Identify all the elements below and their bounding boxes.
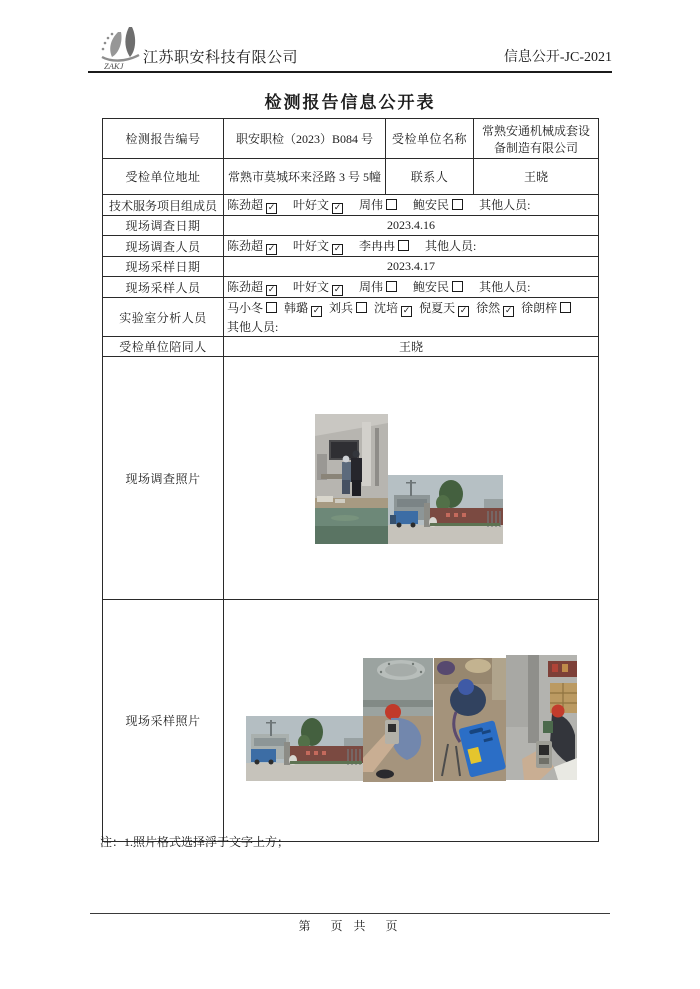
- survey-staff-members: [224, 236, 599, 257]
- staff-member: [413, 198, 463, 212]
- sampling-date-value: 2023.4.17: [224, 257, 599, 277]
- sampling-photo-gas-detector: [363, 658, 433, 782]
- survey-staff-label: 现场调查人员: [103, 236, 224, 257]
- checkbox-unchecked-icon: [398, 240, 409, 251]
- staff-member-name: 鲍安民: [413, 198, 450, 212]
- staff-member-name: 鲍安民: [413, 280, 450, 294]
- staff-member: [227, 301, 277, 315]
- unit-name-label: 受检单位名称: [386, 119, 474, 159]
- survey-photos-label: 现场调查照片: [103, 357, 224, 600]
- staff-member: [293, 280, 343, 294]
- staff-member: [227, 280, 277, 294]
- row-sampling-staff: [103, 277, 599, 298]
- checkbox-unchecked-icon: [386, 281, 397, 292]
- checkbox-unchecked-icon: [452, 281, 463, 292]
- company-logo-icon: [96, 26, 148, 72]
- report-no-label: 检测报告编号: [103, 119, 224, 159]
- report-no-value: 职安职检（2023）B084 号: [224, 119, 386, 159]
- survey-date-value: 2023.4.16: [224, 216, 599, 236]
- sampling-photos-cell: [224, 600, 599, 842]
- lab-staff-label: 实验室分析人员: [103, 298, 224, 337]
- staff-member-name: 叶好文: [293, 239, 330, 253]
- checkbox-checked-icon: ✓: [267, 285, 276, 295]
- doc-code: 信息公开-JC-2021: [503, 50, 612, 65]
- staff-member: [359, 280, 397, 294]
- checkbox-unchecked-icon: [266, 302, 277, 313]
- staff-member-name: 陈劲超: [227, 280, 264, 294]
- page-title: 检测报告信息公开表: [264, 93, 436, 112]
- survey-photos-cell: [224, 357, 599, 600]
- escort-value: 王晓: [224, 337, 599, 357]
- staff-member: [227, 198, 277, 212]
- sampling-staff-members: [224, 277, 599, 298]
- staff-member: [521, 301, 571, 315]
- sampling-photo-workshop-detector: [506, 655, 577, 780]
- staff-member: [374, 301, 412, 315]
- survey-date-label: 现场调查日期: [103, 216, 224, 236]
- staff-member-name: 徐朗梓: [521, 301, 558, 315]
- staff-member-name: 周伟: [359, 198, 384, 212]
- team-others-label: 其他人员:: [479, 198, 531, 212]
- sampling-photos-label: 现场采样照片: [103, 600, 224, 842]
- checkbox-checked-icon: ✓: [267, 203, 276, 213]
- sampling-date-label: 现场采样日期: [103, 257, 224, 277]
- survey-others-label: 其他人员:: [425, 239, 477, 253]
- staff-member-name: 徐然: [476, 301, 501, 315]
- sampling-others-label: 其他人员:: [479, 280, 531, 294]
- company-name: 江苏职安科技有限公司: [143, 50, 299, 66]
- row-survey-photos: [103, 357, 599, 600]
- row-report-no: [103, 119, 599, 159]
- checkbox-unchecked-icon: [386, 199, 397, 210]
- checkbox-checked-icon: ✓: [333, 244, 342, 254]
- row-survey-date: [103, 216, 599, 236]
- address-label: 受检单位地址: [103, 159, 224, 195]
- footer-page-number: 第 页 共 页: [298, 919, 402, 933]
- staff-member: [293, 198, 343, 212]
- checkbox-checked-icon: ✓: [333, 285, 342, 295]
- checkbox-checked-icon: ✓: [267, 244, 276, 254]
- checkbox-checked-icon: ✓: [504, 306, 513, 316]
- escort-label: 受检单位陪同人: [103, 337, 224, 357]
- staff-member: [293, 239, 343, 253]
- checkbox-checked-icon: ✓: [333, 203, 342, 213]
- unit-name-value: 常熟安通机械成套设备制造有限公司: [474, 119, 599, 159]
- sampling-photo-factory-gate: [246, 716, 363, 781]
- staff-member-name: 叶好文: [293, 198, 330, 212]
- checkbox-unchecked-icon: [452, 199, 463, 210]
- staff-member: [284, 301, 322, 315]
- staff-member-name: 周伟: [359, 280, 384, 294]
- checkbox-checked-icon: ✓: [402, 306, 411, 316]
- staff-member-name: 沈培: [374, 301, 399, 315]
- staff-member: [476, 301, 514, 315]
- team-label: 技术服务项目组成员: [103, 195, 224, 216]
- row-escort: [103, 337, 599, 357]
- row-survey-staff: [103, 236, 599, 257]
- checkbox-unchecked-icon: [560, 302, 571, 313]
- staff-member-name: 李冉冉: [359, 239, 396, 253]
- row-sampling-date: [103, 257, 599, 277]
- lab-others-label: 其他人员:: [227, 320, 279, 334]
- contact-value: 王晓: [474, 159, 599, 195]
- row-lab-staff: [103, 298, 599, 337]
- checkbox-checked-icon: ✓: [459, 306, 468, 316]
- form-table: [102, 118, 599, 842]
- footer-rule: [90, 913, 610, 914]
- sampling-photo-blue-sampler-box: [434, 658, 506, 781]
- staff-member-name: 韩璐: [284, 301, 309, 315]
- contact-label: 联系人: [386, 159, 474, 195]
- address-value: 常熟市莫城环来泾路 3 号 5幢: [224, 159, 386, 195]
- staff-member: [359, 239, 409, 253]
- team-members: [224, 195, 599, 216]
- staff-member-name: 倪夏天: [419, 301, 456, 315]
- staff-member: [227, 239, 277, 253]
- sampling-staff-label: 现场采样人员: [103, 277, 224, 298]
- staff-member-name: 刘兵: [329, 301, 354, 315]
- staff-member-name: 陈劲超: [227, 198, 264, 212]
- staff-member-name: 马小冬: [227, 301, 264, 315]
- checkbox-unchecked-icon: [356, 302, 367, 313]
- row-team: [103, 195, 599, 216]
- lab-staff-members: [224, 298, 599, 337]
- staff-member-name: 叶好文: [293, 280, 330, 294]
- staff-member: [413, 280, 463, 294]
- row-address: [103, 159, 599, 195]
- survey-photo-factory-gate: [388, 475, 503, 544]
- checkbox-checked-icon: ✓: [312, 306, 321, 316]
- staff-member: [419, 301, 469, 315]
- row-sampling-photos: [103, 600, 599, 842]
- staff-member: [329, 301, 367, 315]
- survey-photo-factory-yard: [315, 414, 388, 544]
- header-rule: [88, 71, 612, 73]
- staff-member: [359, 198, 397, 212]
- staff-member-name: 陈劲超: [227, 239, 264, 253]
- footnote: 注：1.照片格式选择浮于文字上方；: [100, 835, 290, 849]
- logo-abbr-text: ZAKJ: [104, 61, 124, 71]
